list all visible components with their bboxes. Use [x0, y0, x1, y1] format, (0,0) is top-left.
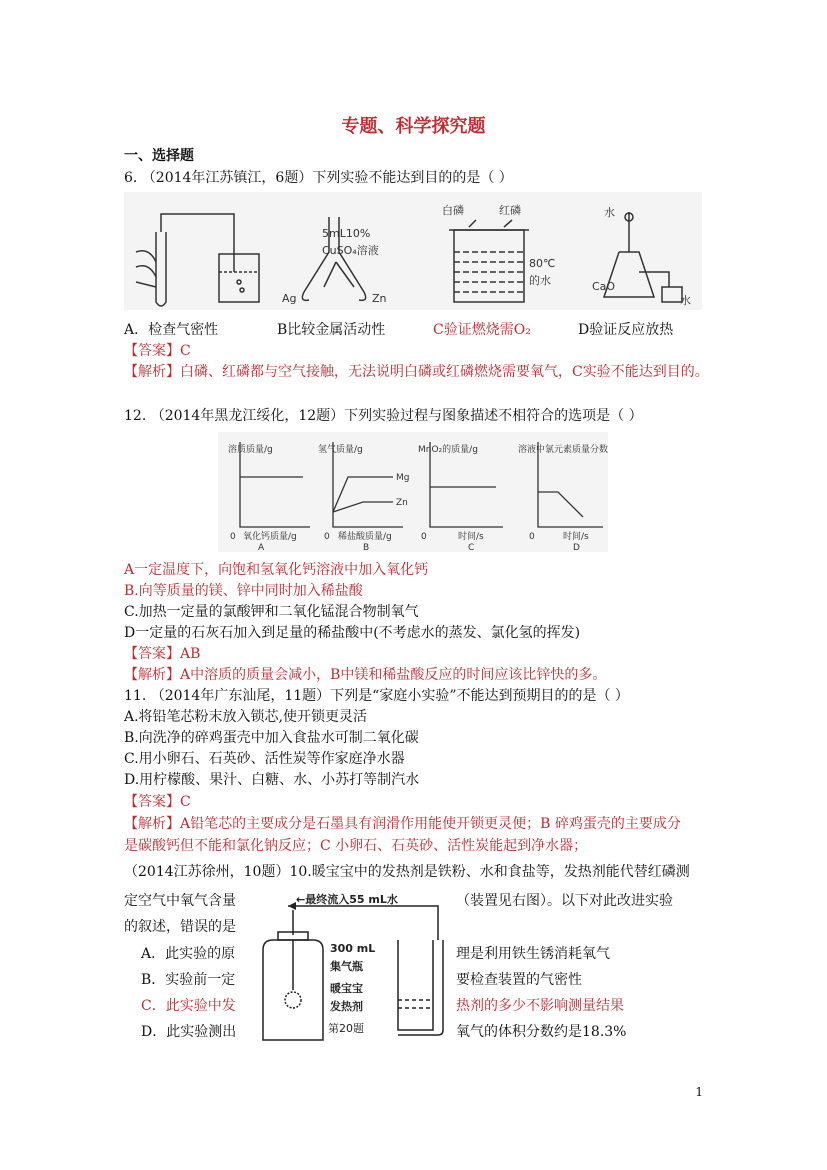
q12-a-ylabel: 溶质质量/g — [228, 445, 273, 455]
q12-b-mg: Mg — [396, 473, 410, 483]
q12-option-c: C.加热一定量的氯酸钾和二氧化锰混合物制氧气 — [124, 604, 419, 620]
q6-b-ag: Ag — [282, 292, 297, 305]
q6-b-label1: 5mL10% — [322, 227, 371, 240]
q10-option-b-left: B．实验前一定 — [141, 972, 236, 988]
q6-c-temp: 80℃ — [529, 257, 556, 270]
q11-option-b: B.向洗净的碎鸡蛋壳中加入食盐水可制二氧化碳 — [124, 730, 419, 746]
q10-option-d-left: D．此实验测出 — [141, 1024, 237, 1040]
q12-option-b: B.向等质量的镁、锌中同时加入稀盐酸 — [124, 583, 363, 599]
q10-option-b-right: 要检查装置的气密性 — [456, 972, 582, 988]
q6-c-red: 红磷 — [499, 204, 521, 217]
q12-a-xlabel: 氧化钙质量/g — [243, 532, 297, 542]
q12-d-xlabel: 时间/s — [563, 532, 589, 542]
q12-c-letter: C — [468, 543, 475, 552]
q6-analysis: 【解析】白磷、红磷都与空气接触，无法说明白磷或红磷燃烧需要氧气，C实验不能达到目的。 — [124, 364, 709, 380]
q12-option-d: D一定量的石灰石加入到足量的稀盐酸中(不考虑水的蒸发、氯化氢的挥发) — [124, 625, 581, 641]
q12-b-ylabel: 氢气质量/g — [318, 445, 363, 455]
q12-d-letter: D — [573, 543, 580, 552]
q11-analysis-1: 【解析】A铅笔芯的主要成分是石墨具有润滑作用能使开锁更灵便；B 碎鸡蛋壳的主要成分 — [124, 816, 681, 832]
q6-d-water2: 水 — [680, 294, 691, 307]
q10-option-a-left: A．此实验的原 — [141, 946, 236, 962]
q11-option-a: A.将铅笔芯粉末放入锁芯,使开锁更灵活 — [124, 709, 368, 725]
q12-b-letter: B — [363, 543, 370, 552]
q6-figure — [124, 192, 702, 310]
q12-b-zn: Zn — [396, 498, 408, 508]
q6-b-zn: Zn — [372, 292, 387, 305]
q11-option-d: D.用柠檬酸、果汁、白糖、水、小苏打等制汽水 — [124, 772, 420, 788]
q10-fig-arrow-label: ←最终流入55 mL水 — [296, 893, 398, 906]
q11-analysis-2: 是碳酸钙但不能和氯化钠反应；C 小卵石、石英砂、活性炭能起到净水器； — [124, 838, 588, 854]
q10-option-a-right: 理是利用铁生锈消耗氧气 — [456, 946, 610, 962]
q12-option-a: A一定温度下，向饱和氢氧化钙溶液中加入氧化钙 — [124, 562, 429, 578]
q10-fig-bottle: 集气瓶 — [330, 960, 363, 973]
q6-answer: 【答案】C — [124, 343, 191, 359]
q11-stem: 11. （2014年广东汕尾，11题）下列是“家庭小实验”不能达到预期目的的是（ ） — [124, 688, 629, 704]
q12-c-zero: 0 — [421, 532, 427, 542]
q12-a-zero: 0 — [230, 532, 236, 542]
q12-stem: 12. （2014年黑龙江绥化，12题）下列实验过程与图象描述不相符合的选项是（ ） — [124, 408, 643, 424]
q12-analysis: 【解析】A中溶质的质量会减小，B中镁和稀盐酸反应的时间应该比锌快的多。 — [124, 667, 607, 683]
q6-option-d: D验证反应放热 — [578, 322, 674, 338]
q10-fig-volume: 300 mL — [330, 942, 376, 955]
q6-c-water: 的水 — [529, 274, 551, 287]
q10-stem-2a: 定空气中氧气含量 — [124, 893, 236, 909]
q11-answer: 【答案】C — [124, 794, 191, 810]
q10-figure — [248, 890, 448, 1050]
q12-c-ylabel: MnO₂的质量/g — [418, 445, 478, 455]
q10-stem-2b: （装置见右图）。以下对此改进实验 — [456, 893, 673, 909]
q12-figure — [218, 432, 608, 552]
q10-option-d-right: 氧气的体积分数约是18.3% — [456, 1024, 627, 1040]
q10-stem-3: 的叙述，错误的是 — [124, 919, 236, 935]
page-title: 专题、科学探究题 — [341, 116, 486, 137]
q6-d-water: 水 — [604, 206, 615, 219]
q6-b-label2: CuSO₄溶液 — [322, 244, 379, 257]
section-heading: 一、选择题 — [124, 148, 194, 164]
q12-a-letter: A — [258, 543, 265, 552]
q10-fig-warmer-1: 暖宝宝 — [330, 982, 363, 995]
q6-option-a: A．检查气密性 — [124, 322, 219, 338]
q11-option-c: C.用小卵石、石英砂、活性炭等作家庭净水器 — [124, 751, 405, 767]
q6-option-b: B比较金属活动性 — [277, 322, 386, 338]
q12-d-zero: 0 — [529, 532, 535, 542]
q6-d-cao: CaO — [592, 280, 616, 293]
q10-fig-warmer-2: 发热剂 — [330, 1000, 363, 1013]
q12-c-xlabel: 时间/s — [458, 532, 484, 542]
q12-answer: 【答案】AB — [124, 646, 201, 662]
q12-d-ylabel: 溶液中氯元素质量分数 — [518, 445, 608, 455]
q12-b-xlabel: 稀盐酸质量/g — [338, 532, 392, 542]
page-number: 1 — [695, 1085, 703, 1099]
q10-option-c-left: C．此实验中发 — [141, 998, 236, 1014]
q12-b-zero: 0 — [324, 532, 330, 542]
q10-fig-caption: 第20题 — [328, 1022, 364, 1035]
q6-c-white: 白磷 — [442, 204, 464, 217]
q6-stem: 6. （2014年江苏镇江，6题）下列实验不能达到目的的是（ ） — [124, 170, 513, 186]
q10-option-c-right: 热剂的多少不影响测量结果 — [456, 998, 624, 1014]
q6-option-c: C验证燃烧需O₂ — [433, 322, 531, 338]
q10-stem-1: （2014江苏徐州，10题）10.暖宝宝中的发热剂是铁粉、水和食盐等，发热剂能代替红磷测 — [124, 864, 690, 880]
